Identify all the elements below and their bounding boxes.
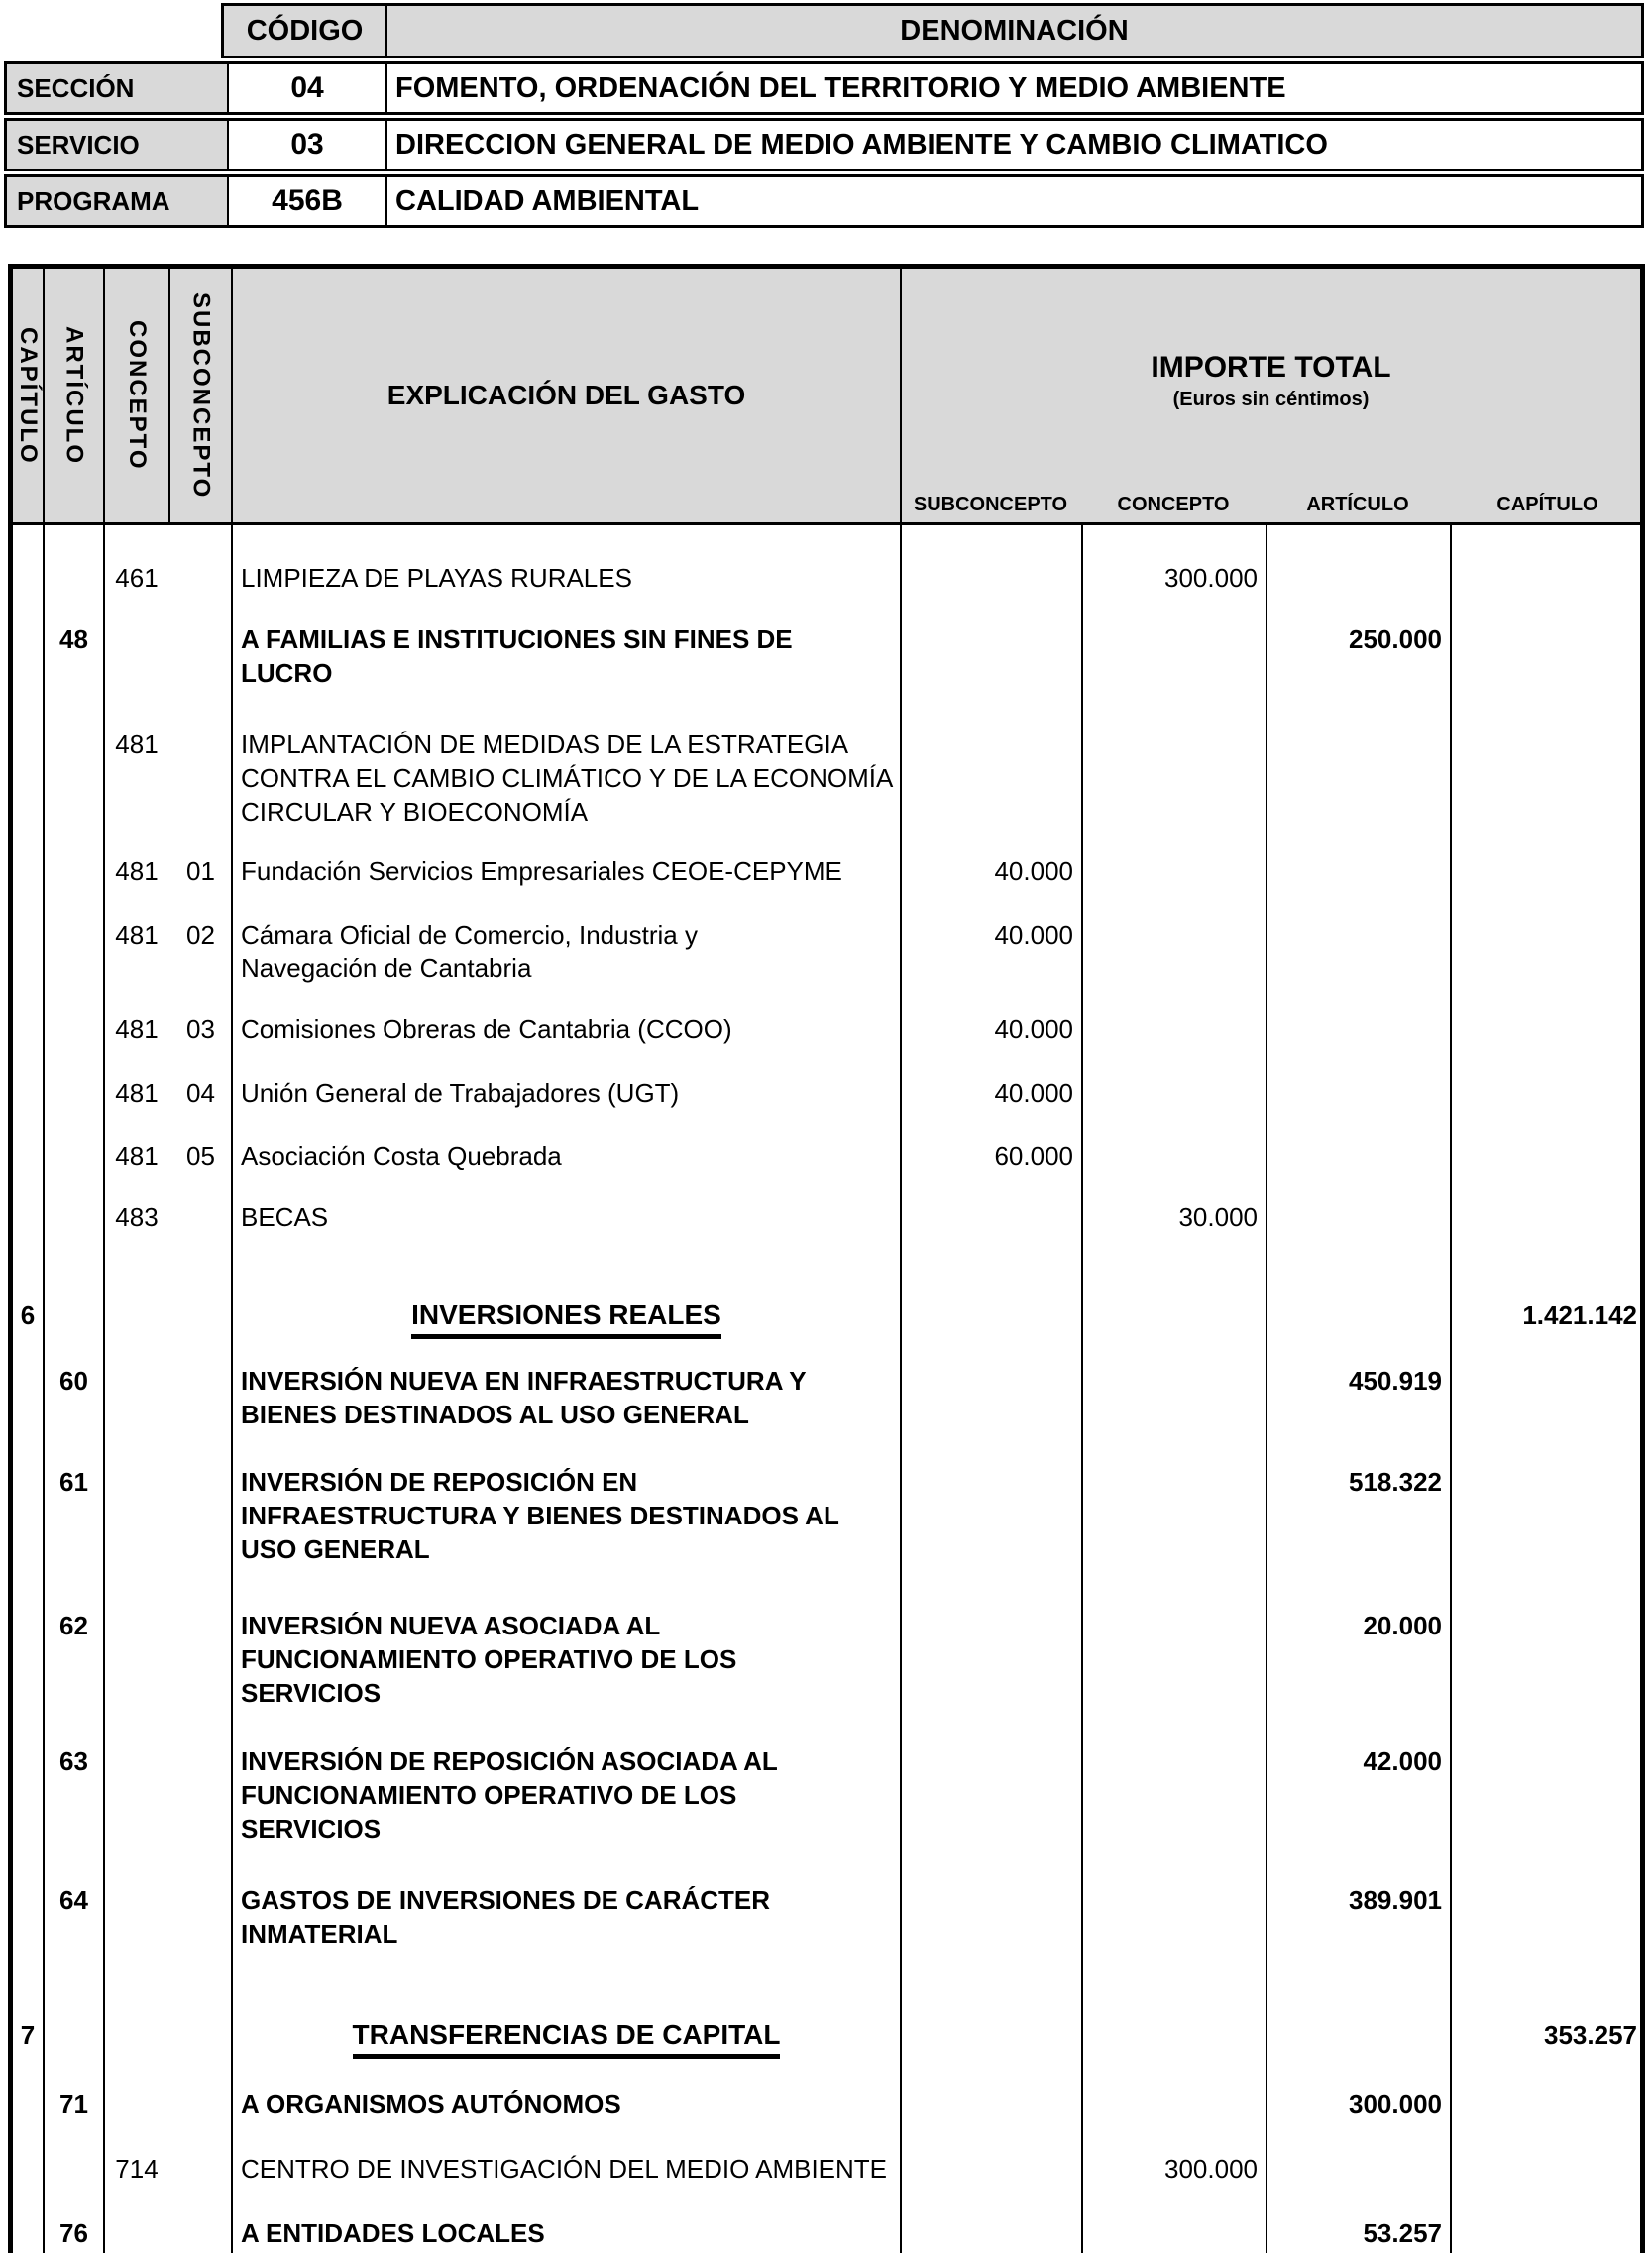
meta-table bbox=[4, 3, 1644, 228]
seccion-denominacion: FOMENTO, ORDENACIÓN DEL TERRITORIO Y MEDIO AMBIENTE bbox=[395, 71, 1286, 104]
meta-row-servicio bbox=[4, 118, 1644, 171]
subconcepto-code: 03 bbox=[186, 1014, 215, 1044]
articulo-code: 76 bbox=[59, 2218, 88, 2248]
subconcepto-column-header: SUBCONCEPTO bbox=[187, 291, 215, 500]
expense-description: Unión General de Trabajadores (UGT) bbox=[241, 1078, 680, 1108]
amount-capitulo-header: CAPÍTULO bbox=[1496, 494, 1598, 515]
amount-subconcepto: 40.000 bbox=[994, 1078, 1073, 1108]
concepto-code: 481 bbox=[115, 856, 159, 886]
amount-articulo: 53.257 bbox=[1363, 2218, 1442, 2248]
column-divider bbox=[900, 525, 902, 2253]
header-bottom-rule bbox=[8, 522, 1645, 525]
amount-articulo: 42.000 bbox=[1363, 1746, 1442, 1776]
header-divider bbox=[103, 269, 105, 522]
meta-header-row bbox=[221, 3, 1644, 58]
expense-description: Asociación Costa Quebrada bbox=[241, 1141, 562, 1171]
articulo-column-header: ARTÍCULO bbox=[60, 326, 88, 465]
subconcepto-code: 02 bbox=[186, 920, 215, 950]
concepto-code: 483 bbox=[115, 1202, 159, 1232]
expense-description: Cámara Oficial de Comercio, Industria y Navegación de Cantabria bbox=[241, 920, 698, 983]
subconcepto-code: 01 bbox=[186, 856, 215, 886]
expense-description: INVERSIÓN NUEVA EN INFRAESTRUCTURA Y BIENES DESTINADOS AL USO GENERAL bbox=[241, 1366, 807, 1429]
header-divider bbox=[900, 269, 902, 522]
programa-code: 456B bbox=[229, 177, 387, 225]
concepto-code: 481 bbox=[115, 920, 159, 950]
header-divider bbox=[168, 269, 170, 522]
amount-articulo: 450.919 bbox=[1349, 1366, 1442, 1396]
concepto-code: 481 bbox=[115, 1014, 159, 1044]
expense-description: Fundación Servicios Empresariales CEOE-CEPYME bbox=[241, 856, 842, 886]
expense-description: Comisiones Obreras de Cantabria (CCOO) bbox=[241, 1014, 732, 1044]
amount-concepto: 30.000 bbox=[1178, 1202, 1258, 1232]
expense-description: BECAS bbox=[241, 1202, 329, 1232]
amount-articulo: 518.322 bbox=[1349, 1467, 1442, 1497]
meta-row-programa bbox=[4, 174, 1644, 228]
expense-description: INVERSIONES REALES bbox=[233, 1298, 900, 1339]
expense-description: A FAMILIAS E INSTITUCIONES SIN FINES DE LUCRO bbox=[241, 624, 793, 688]
concepto-code: 481 bbox=[115, 730, 159, 759]
expense-description: LIMPIEZA DE PLAYAS RURALES bbox=[241, 563, 632, 593]
concepto-code: 481 bbox=[115, 1078, 159, 1108]
header-divider bbox=[231, 269, 233, 522]
seccion-label: SECCIÓN bbox=[7, 64, 229, 112]
amount-articulo-header: ARTÍCULO bbox=[1306, 494, 1409, 515]
amount-subconcepto-header: SUBCONCEPTO bbox=[913, 494, 1068, 515]
expense-description: CENTRO DE INVESTIGACIÓN DEL MEDIO AMBIENTE bbox=[241, 2154, 888, 2184]
amount-articulo: 20.000 bbox=[1363, 1611, 1442, 1640]
seccion-code: 04 bbox=[229, 64, 387, 112]
importe-total-title: IMPORTE TOTAL bbox=[1151, 351, 1391, 384]
articulo-code: 62 bbox=[59, 1611, 88, 1640]
capitulo-column-header: CAPÍTULO bbox=[15, 326, 42, 465]
expense-description: IMPLANTACIÓN DE MEDIDAS DE LA ESTRATEGIA CONTRA EL CAMBIO CLIMÁTICO Y DE LA ECONOMÍA CIRCULAR Y BIOECONOMÍA bbox=[241, 730, 894, 827]
amount-capitulo: 1.421.142 bbox=[1522, 1300, 1637, 1330]
amount-subconcepto: 40.000 bbox=[994, 920, 1073, 950]
amount-concepto: 300.000 bbox=[1164, 563, 1258, 593]
servicio-label: SERVICIO bbox=[7, 121, 229, 169]
concepto-column-header: CONCEPTO bbox=[124, 320, 151, 471]
programa-denominacion: CALIDAD AMBIENTAL bbox=[395, 184, 700, 217]
articulo-code: 71 bbox=[59, 2089, 88, 2119]
articulo-code: 61 bbox=[59, 1467, 88, 1497]
importe-total-header bbox=[902, 349, 1640, 412]
expense-description: INVERSIÓN DE REPOSICIÓN EN INFRAESTRUCTURA Y BIENES DESTINADOS AL USO GENERAL bbox=[241, 1467, 839, 1564]
header-divider bbox=[43, 269, 45, 522]
amount-articulo: 250.000 bbox=[1349, 624, 1442, 654]
expense-description: TRANSFERENCIAS DE CAPITAL bbox=[233, 2018, 900, 2059]
amount-concepto-header: CONCEPTO bbox=[1117, 494, 1230, 515]
expense-description: A ENTIDADES LOCALES bbox=[241, 2218, 545, 2248]
amount-articulo: 300.000 bbox=[1349, 2089, 1442, 2119]
amount-concepto: 300.000 bbox=[1164, 2154, 1258, 2184]
amount-capitulo: 353.257 bbox=[1544, 2020, 1637, 2050]
expense-description: INVERSIÓN NUEVA ASOCIADA AL FUNCIONAMIENTO OPERATIVO DE LOS SERVICIOS bbox=[241, 1611, 737, 1708]
column-divider bbox=[231, 525, 233, 2253]
capitulo-code: 6 bbox=[20, 1300, 36, 1330]
articulo-code: 64 bbox=[59, 1885, 88, 1915]
subconcepto-code: 04 bbox=[186, 1078, 215, 1108]
programa-label: PROGRAMA bbox=[7, 177, 229, 225]
amount-subconcepto: 40.000 bbox=[994, 1014, 1073, 1044]
articulo-code: 48 bbox=[59, 624, 88, 654]
articulo-code: 60 bbox=[59, 1366, 88, 1396]
articulo-code: 63 bbox=[59, 1746, 88, 1776]
capitulo-code: 7 bbox=[20, 2020, 36, 2050]
expense-description: A ORGANISMOS AUTÓNOMOS bbox=[241, 2089, 621, 2119]
denominacion-column-header: DENOMINACIÓN bbox=[900, 14, 1129, 47]
explicacion-del-gasto-header: EXPLICACIÓN DEL GASTO bbox=[386, 380, 746, 410]
expense-description: INVERSIÓN DE REPOSICIÓN ASOCIADA AL FUNCIONAMIENTO OPERATIVO DE LOS SERVICIOS bbox=[241, 1746, 778, 1844]
amount-subconcepto: 40.000 bbox=[994, 856, 1073, 886]
meta-row-seccion bbox=[4, 61, 1644, 115]
budget-table bbox=[8, 264, 1645, 2253]
table-border-right bbox=[1640, 264, 1645, 2253]
concepto-code: 714 bbox=[115, 2154, 159, 2184]
servicio-code: 03 bbox=[229, 121, 387, 169]
column-divider bbox=[1450, 525, 1452, 2253]
column-divider bbox=[103, 525, 105, 2253]
amount-articulo: 389.901 bbox=[1349, 1885, 1442, 1915]
column-divider bbox=[1081, 525, 1083, 2253]
subconcepto-code: 05 bbox=[186, 1141, 215, 1171]
expense-description: GASTOS DE INVERSIONES DE CARÁCTER INMATERIAL bbox=[241, 1885, 771, 1949]
importe-total-subtitle: (Euros sin céntimos) bbox=[1172, 389, 1370, 410]
servicio-denominacion: DIRECCION GENERAL DE MEDIO AMBIENTE Y CAMBIO CLIMATICO bbox=[395, 128, 1328, 161]
codigo-column-header: CÓDIGO bbox=[224, 6, 387, 56]
amount-subconcepto: 60.000 bbox=[994, 1141, 1073, 1171]
table-border-left bbox=[8, 264, 13, 2253]
concepto-code: 481 bbox=[115, 1141, 159, 1171]
concepto-code: 461 bbox=[115, 563, 159, 593]
table-border-top bbox=[8, 264, 1645, 269]
